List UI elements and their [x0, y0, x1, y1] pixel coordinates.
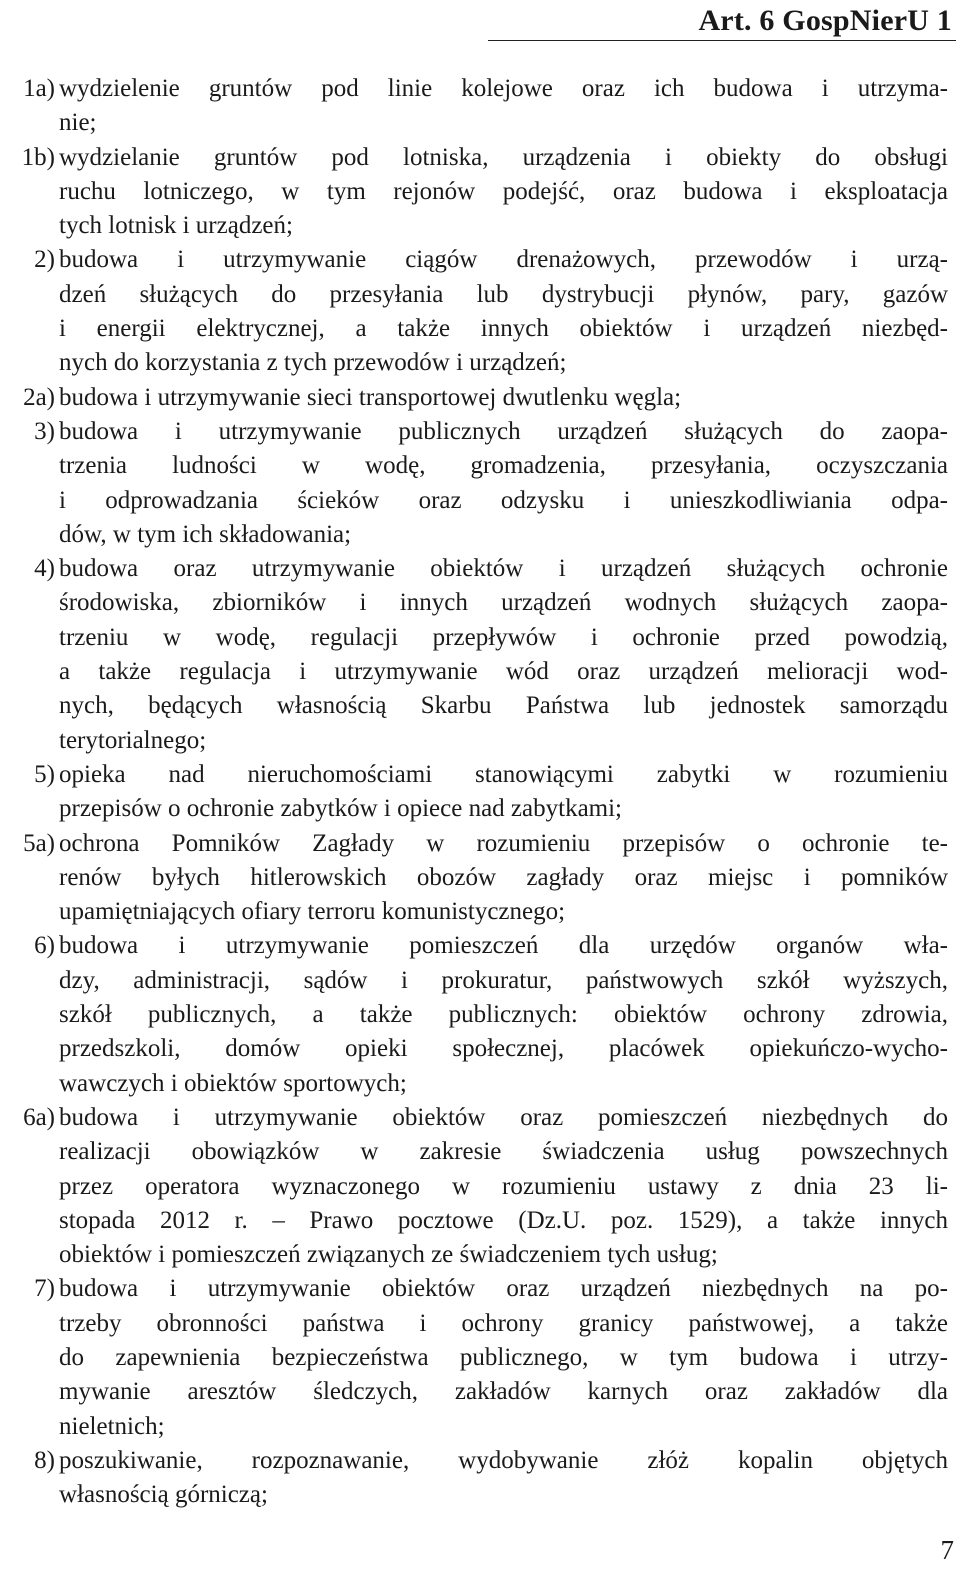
item-number: [0, 381, 57, 415]
item-text: [57, 1444, 948, 1513]
text-line: nie;: [59, 109, 97, 137]
text-line: budowa i utrzymywanie sieci transportowej dwutlenku węgla;: [59, 383, 682, 411]
text-line: ruchu lotniczego, w tym rejonów podejść, oraz budowa i eksploatacja: [59, 177, 948, 205]
item-number-label: 2a): [23, 383, 55, 411]
text-line: obiektów i pomieszczeń związanych ze świadczeniem tych usług;: [59, 1241, 718, 1269]
text-line: terytorialnego;: [59, 726, 207, 754]
item-number: [0, 552, 57, 586]
item-text: [57, 1272, 948, 1443]
item-text: [57, 72, 948, 141]
text-line: i energii elektrycznej, a także innych obiektów i urządzeń niezbęd-: [59, 315, 948, 343]
text-line: dzeń służących do przesyłania lub dystrybucji płynów, pary, gazów: [59, 280, 948, 308]
item-number: [0, 758, 57, 792]
item-number: [0, 827, 57, 861]
text-line: wawczych i obiektów sportowych;: [59, 1069, 407, 1097]
text-line: realizacji obowiązków w zakresie świadczenia usług powszechnych: [59, 1138, 948, 1166]
text-line: mywanie aresztów śledczych, zakładów karnych oraz zakładów dla: [59, 1378, 948, 1406]
list-item: [0, 1444, 948, 1513]
text-line: stopada 2012 r. – Prawo pocztowe (Dz.U. poz. 1529), a także innych: [59, 1206, 948, 1234]
text-line: środowiska, zbiorników i innych urządzeń wodnych służących zaopa-: [59, 589, 948, 617]
text-line: trzenia ludności w wodę, gromadzenia, przesyłania, oczyszczania: [59, 452, 948, 480]
item-number-label: 5): [34, 760, 55, 788]
text-line: przez operatora wyznaczonego w rozumieniu ustawy z dnia 23 li-: [59, 1172, 948, 1200]
running-header: Art. 6 GospNierU 1: [698, 4, 952, 37]
text-line: budowa i utrzymywanie obiektów oraz urządzeń niezbędnych na po-: [59, 1275, 948, 1303]
text-line: ochrona Pomników Zagłady w rozumieniu przepisów o ochronie te-: [59, 829, 948, 857]
list-item: [0, 243, 948, 380]
text-line: do zapewnienia bezpieczeństwa publicznego, w tym budowa i utrzy-: [59, 1343, 948, 1371]
item-number: [0, 415, 57, 449]
text-line: wydzielenie gruntów pod linie kolejowe oraz ich budowa i utrzyma-: [59, 75, 948, 102]
item-number: [0, 1272, 57, 1306]
text-line: opieka nad nieruchomościami stanowiącymi zabytki w rozumieniu: [59, 760, 948, 788]
item-text: [57, 243, 948, 380]
item-number: [0, 1444, 57, 1478]
item-number: [0, 141, 57, 175]
item-number-label: 4): [34, 555, 55, 583]
list-item: [0, 1101, 948, 1272]
list-item: [0, 1272, 948, 1443]
list-item: [0, 72, 948, 141]
item-number: [0, 243, 57, 277]
text-line: renów byłych hitlerowskich obozów zagłady oraz miejsc i pomników: [59, 863, 948, 891]
text-line: poszukiwanie, rozpoznawanie, wydobywanie złóż kopalin objętych: [59, 1446, 948, 1474]
item-number-label: 5a): [23, 829, 55, 857]
text-line: dzy, administracji, sądów i prokuratur, państwowych szkół wyższych,: [59, 966, 948, 994]
text-line: wydzielanie gruntów pod lotniska, urządzenia i obiekty do obsługi: [59, 143, 948, 171]
item-text: [57, 929, 948, 1100]
item-number: [0, 72, 57, 106]
item-number-label: 1b): [21, 143, 55, 171]
item-text: [57, 552, 948, 758]
enumerated-list: [0, 72, 948, 1512]
item-text: [57, 141, 948, 244]
item-number-label: 2): [34, 246, 55, 274]
item-number-label: 8): [34, 1446, 55, 1474]
item-number: [0, 929, 57, 963]
list-item: [0, 552, 948, 758]
text-line: budowa i utrzymywanie ciągów drenażowych, przewodów i urzą-: [59, 246, 948, 274]
text-line: budowa i utrzymywanie obiektów oraz pomieszczeń niezbędnych do: [59, 1103, 948, 1131]
text-line: szkół publicznych, a także publicznych: obiektów ochrony zdrowia,: [59, 1001, 948, 1029]
text-line: budowa oraz utrzymywanie obiektów i urządzeń służących ochronie: [59, 555, 948, 583]
text-line: nych do korzystania z tych przewodów i urządzeń;: [59, 349, 567, 377]
text-line: budowa i utrzymywanie pomieszczeń dla urzędów organów wła-: [59, 932, 948, 960]
item-number-label: 1a): [23, 75, 55, 102]
text-line: tych lotnisk i urządzeń;: [59, 212, 293, 240]
item-number-label: 3): [34, 417, 55, 445]
text-line: i odprowadzania ścieków oraz odzysku i unieszkodliwiania odpa-: [59, 486, 948, 514]
text-line: trzeniu w wodę, regulacji przepływów i ochronie przed powodzią,: [59, 623, 948, 651]
item-text: [57, 758, 948, 827]
text-line: dów, w tym ich składowania;: [59, 520, 352, 548]
text-line: nieletnich;: [59, 1412, 165, 1440]
text-line: przepisów o ochronie zabytków i opiece nad zabytkami;: [59, 795, 623, 823]
text-line: budowa i utrzymywanie publicznych urządzeń służących do zaopa-: [59, 417, 948, 445]
text-line: przedszkoli, domów opieki społecznej, placówek opiekuńczo-wycho-: [59, 1035, 948, 1063]
header-rule: [488, 40, 956, 41]
text-line: a także regulacja i utrzymywanie wód oraz urządzeń melioracji wod-: [59, 658, 948, 686]
text-line: trzeby obronności państwa i ochrony granicy państwowej, a także: [59, 1309, 948, 1337]
list-item: [0, 758, 948, 827]
item-number-label: 7): [34, 1275, 55, 1303]
list-item: [0, 827, 948, 930]
list-item: [0, 929, 948, 1100]
item-text: [57, 381, 948, 415]
text-line: własnością górniczą;: [59, 1481, 268, 1509]
item-text: [57, 827, 948, 930]
item-number: [0, 1101, 57, 1135]
item-number-label: 6a): [23, 1103, 55, 1131]
page-number: 7: [940, 1535, 954, 1565]
item-text: [57, 1101, 948, 1272]
text-line: nych, będących własnością Skarbu Państwa lub jednostek samorządu: [59, 692, 948, 720]
item-text: [57, 415, 948, 552]
list-item: [0, 415, 948, 552]
list-item: [0, 141, 948, 244]
item-number-label: 6): [34, 932, 55, 960]
list-item: [0, 381, 948, 415]
text-line: upamiętniających ofiary terroru komunistycznego;: [59, 898, 566, 926]
